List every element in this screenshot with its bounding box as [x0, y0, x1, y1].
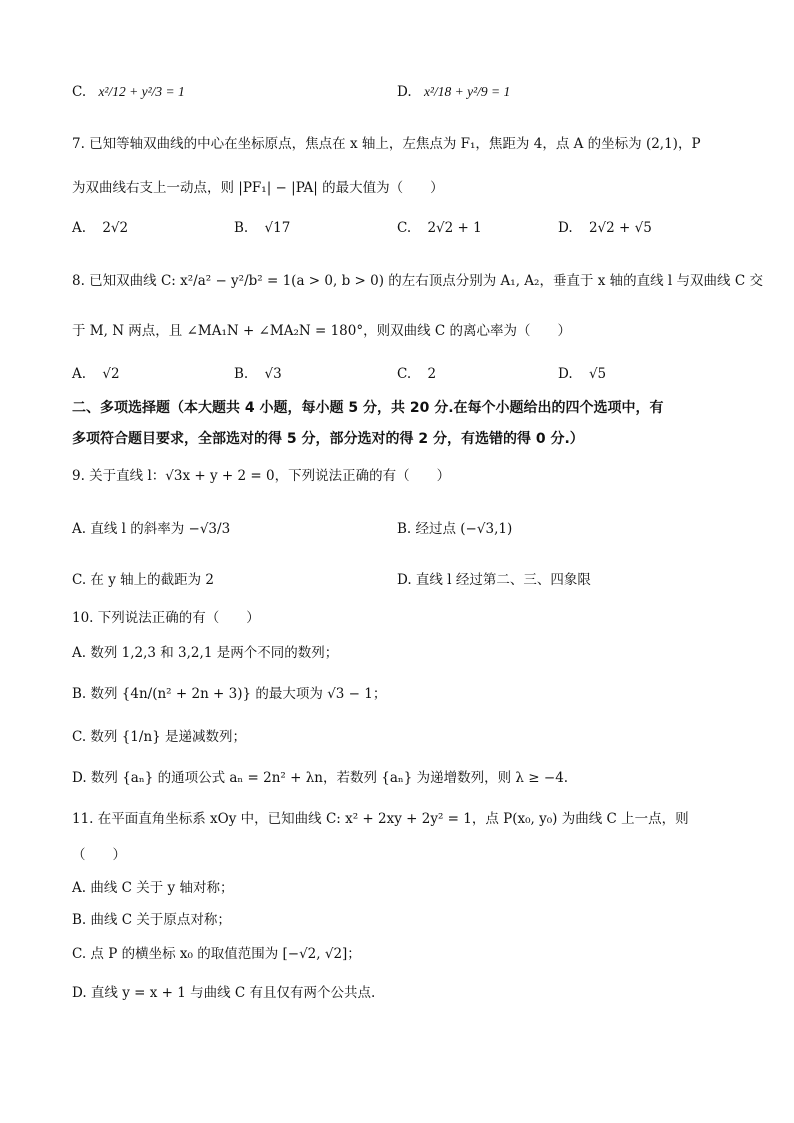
q11-option-c: C. 点 P 的横坐标 x₀ 的取值范围为 [−√2, √2]；	[72, 946, 361, 962]
q8-option-b-label: B.	[234, 366, 249, 382]
q9-option-c: C. 在 y 轴上的截距为 2	[72, 572, 215, 588]
q8-option-d-value: √5	[588, 366, 607, 382]
q7-option-b-value: √17	[264, 220, 291, 236]
q8-option-c	[397, 364, 436, 384]
q6-option-c-expr: x²/12 + y²/3 = 1	[98, 84, 185, 99]
q7-option-b-label: B.	[234, 220, 249, 236]
q7-option-a-label: A.	[72, 220, 87, 236]
q7-option-b	[234, 218, 290, 238]
q10-option-c: C. 数列 {1/n} 是递减数列；	[72, 729, 247, 745]
q11-option-b: B. 曲线 C 关于原点对称；	[72, 912, 231, 928]
q8-option-a-label: A.	[72, 366, 87, 382]
q6-option-d-label: D.	[397, 84, 412, 100]
q7-option-c-label: C.	[397, 220, 412, 236]
q8-option-b-value: √3	[264, 366, 282, 382]
q7-option-d-value: 2√2 + √5	[588, 220, 652, 236]
q10-option-a: A. 数列 1,2,3 和 3,2,1 是两个不同的数列；	[72, 645, 339, 661]
q8-option-c-label: C.	[397, 366, 412, 382]
q10-option-d: D. 数列 {aₙ} 的通项公式 aₙ = 2n² + λn，若数列 {aₙ} 为递增数列，则 λ ≥ −4.	[72, 770, 569, 786]
q11-option-d: D. 直线 y = x + 1 与曲线 C 有且仅有两个公共点.	[72, 985, 376, 1001]
q8-stem-line1: 8. 已知双曲线 C: x²/a² − y²/b² = 1(a > 0, b > 0) 的左右顶点分别为 A₁, A₂，垂直于 x 轴的直线 l 与双曲线 C 交	[72, 273, 763, 289]
q8-option-a-value: √2	[102, 366, 120, 382]
q7-option-d	[558, 218, 652, 238]
q8-stem-line2: 于 M, N 两点，且 ∠MA₁N + ∠MA₂N = 180°，则双曲线 C 的离心率为（ ）	[72, 323, 572, 339]
q7-option-c	[397, 218, 482, 238]
q6-option-c	[72, 82, 185, 102]
q7-stem-line1: 7. 已知等轴双曲线的中心在坐标原点，焦点在 x 轴上，左焦点为 F₁，焦距为 4，点 A 的坐标为 (2,1)，P	[72, 136, 701, 152]
q9-option-a: A. 直线 l 的斜率为 −√3/3	[72, 521, 231, 537]
section2-heading-line1: 二、多项选择题（本大题共 4 小题，每小题 5 分，共 20 分.在每个小题给出的四个选项中，有	[72, 400, 664, 416]
q7-option-d-label: D.	[558, 220, 573, 236]
q10-stem: 10. 下列说法正确的有（ ）	[72, 610, 260, 626]
q6-option-c-label: C.	[72, 84, 87, 100]
q11-stem-line1: 11. 在平面直角坐标系 xOy 中，已知曲线 C: x² + 2xy + 2y² = 1，点 P(x₀, y₀) 为曲线 C 上一点，则	[72, 811, 689, 827]
q7-option-a	[72, 218, 128, 238]
q6-option-d-expr: x²/18 + y²/9 = 1	[423, 84, 511, 99]
q8-option-b	[234, 364, 282, 384]
q6-option-d	[397, 82, 510, 102]
q9-option-d: D. 直线 l 经过第二、三、四象限	[397, 572, 591, 588]
q11-option-a: A. 曲线 C 关于 y 轴对称；	[72, 880, 234, 896]
q10-option-b: B. 数列 {4n/(n² + 2n + 3)} 的最大项为 √3 − 1；	[72, 686, 387, 702]
section2-heading-line2: 多项符合题目要求，全部选对的得 5 分，部分选对的得 2 分，有选错的得 0 分.）	[72, 431, 584, 447]
q7-stem-line2: 为双曲线右支上一动点，则 |PF₁| − |PA| 的最大值为（ ）	[72, 180, 444, 196]
q11-stem-line2: （ ）	[72, 847, 126, 863]
q7-option-a-value: 2√2	[102, 220, 129, 236]
q8-option-d	[558, 364, 606, 384]
q7-option-c-value: 2√2 + 1	[427, 220, 482, 236]
q9-option-b: B. 经过点 (−√3,1)	[397, 521, 513, 537]
q8-option-d-label: D.	[558, 366, 573, 382]
q9-stem: 9. 关于直线 l：√3x + y + 2 = 0，下列说法正确的有（ ）	[72, 468, 451, 484]
q8-option-a	[72, 364, 120, 384]
q8-option-c-value: 2	[427, 366, 437, 382]
